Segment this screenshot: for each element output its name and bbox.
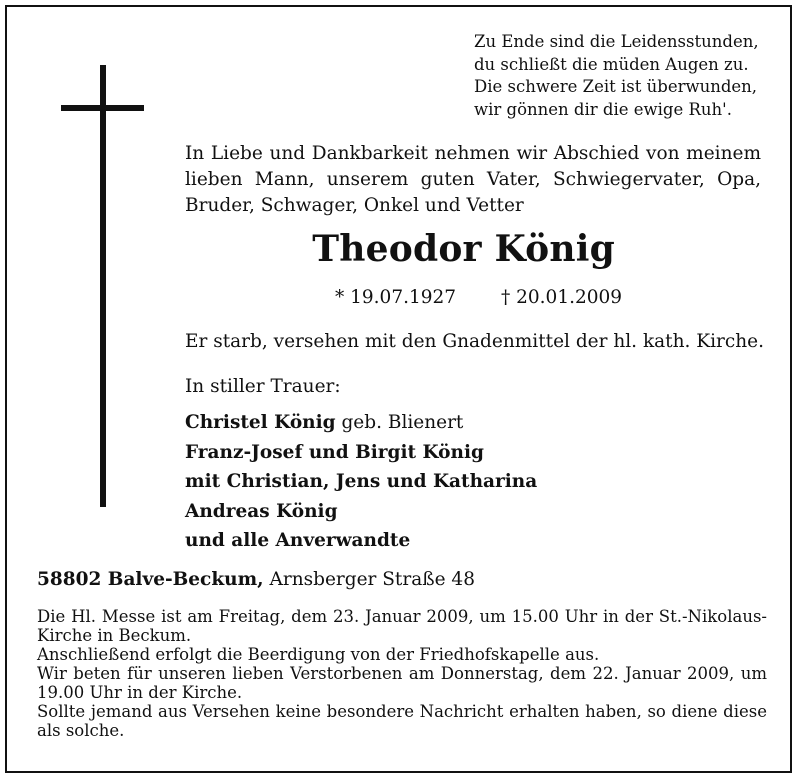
service-paragraph: Sollte jemand aus Versehen keine besondere Nachricht erhalten haben, so diene diese als solche. — [37, 702, 767, 740]
service-paragraph: Anschließend erfolgt die Beerdigung von der Friedhofskapelle aus. — [37, 645, 600, 664]
service-info — [37, 607, 767, 740]
address — [37, 569, 475, 590]
address-place: 58802 Balve-Beckum, — [37, 569, 264, 590]
mourners-list — [185, 408, 537, 556]
service-paragraph: Die Hl. Messe ist am Freitag, dem 23. Januar 2009, um 15.00 Uhr in der St.-Nikolaus-Kirche in Beckum. — [37, 607, 767, 645]
mourner-line: und alle Anverwandte — [185, 530, 411, 551]
intro-text: In Liebe und Dankbarkeit nehmen wir Abschied von meinem lieben Mann, unserem guten Vater, Schwiegervater, Opa, Bruder, Schwager, Onkel und Vetter — [185, 143, 761, 216]
service-paragraph: Wir beten für unseren lieben Verstorbenen am Donnerstag, dem 22. Januar 2009, um 19.00 Uhr in der Kirche. — [37, 664, 767, 702]
death-date: † 20.01.2009 — [501, 287, 623, 308]
mourner-line: Andreas König — [185, 500, 338, 522]
mourner-line: mit Christian, Jens und Katharina — [185, 471, 538, 492]
poem-line: wir gönnen dir die ewige Ruh'. — [474, 99, 732, 119]
cross-vertical-bar — [100, 65, 106, 507]
mourner-line: Franz-Josef und Birgit König — [185, 441, 484, 463]
poem — [474, 31, 784, 121]
address-street: Arnsberger Straße 48 — [263, 569, 475, 590]
obituary-notice — [5, 5, 792, 773]
died-text: Er starb, versehen mit den Gnadenmittel der hl. kath. Kirche. — [185, 331, 764, 352]
mourning-label: In stiller Trauer: — [185, 376, 341, 397]
birth-date: * 19.07.1927 — [335, 287, 457, 308]
poem-line: du schließt die müden Augen zu. — [474, 54, 749, 74]
mourner-line — [185, 408, 537, 438]
poem-line: Die schwere Zeit ist überwunden, — [474, 77, 758, 96]
mourner-name: Christel König — [185, 412, 336, 433]
mourner-maiden-name: geb. Blienert — [335, 412, 464, 433]
deceased-name: Theodor König — [312, 228, 615, 270]
cross-horizontal-bar — [61, 105, 144, 111]
poem-line: Zu Ende sind die Leidensstunden, — [474, 32, 759, 51]
